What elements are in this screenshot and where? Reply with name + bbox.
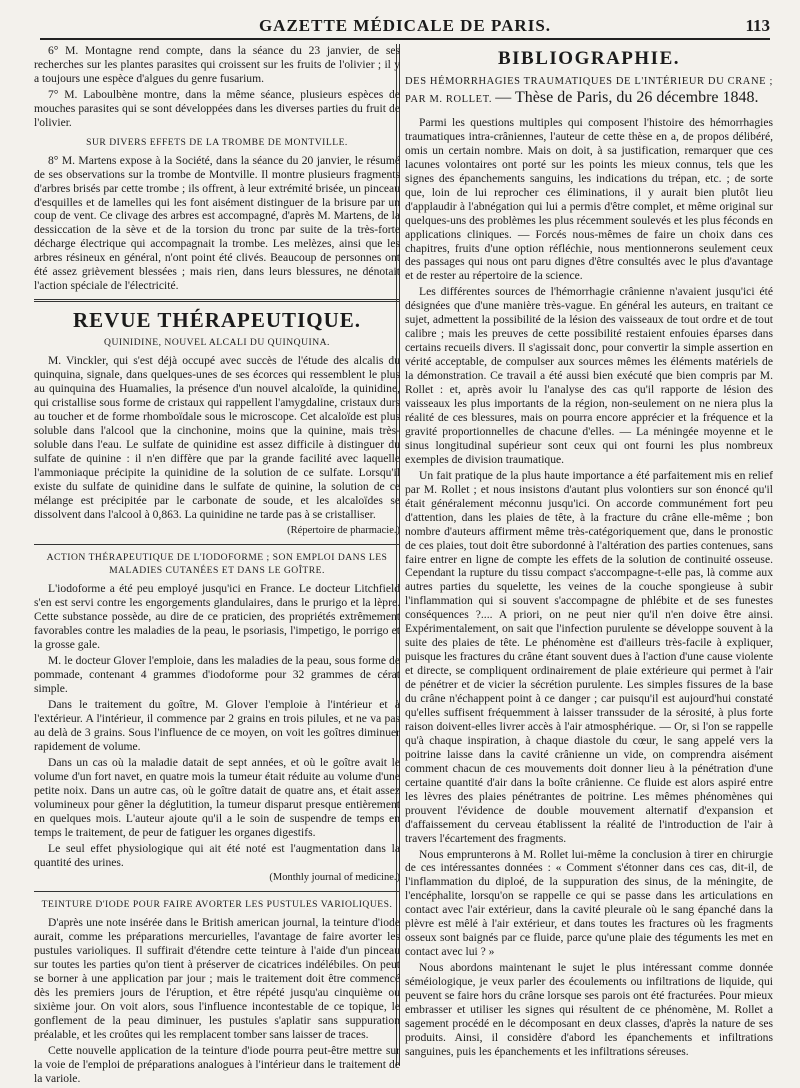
paragraph-biblio-5: Nous abordons maintenant le sujet le plus intéressant comme donnée séméiologique, je veux parler des écoulements ou infiltrations de liquide, qui peuvent se faire hors du crâne lorsque ses parois ont été fracturées. Pour mieux embrasser et utiliser les signes qui résultent de ce phénomène, M. Rollet a sagement procédé en le décomposant en deux classes, d'après la nature de ses produits. Ainsi, il considère d'abord les épanchements et infiltrations sanguines, puis les épanchements et les infiltrations séreuses. — [405, 961, 773, 1058]
paragraph-biblio-3: Un fait pratique de la plus haute importance a été parfaitement mis en relief par M. Rollet ; et nous insistons d'autant plus volontiers sur son énoncé qu'il était généralement méconnu jusqu'ici. On accorde communément fort peu d'attention, dans les plaies de tête, à la fracture du crâne elle-même ; bon nombre d'auteurs affirment même très-catégoriquement que, dans le pronostic de ces plaies, tout doit être subordonné à l'altération des parties contenues, sans faire entrer en ligne de compte les effets de la solution de continuité osseuse. Cependant la rupture du tissu compact s'accompagne-t-elle pas, là comme aux autres parties du squelette, les veines de la couche spongieuse à subir l'inflammation qui si souvent s'accompagne de phlébite et de ses funestes conséquences ?.... A priori, on ne peut nier qu'il n'en doive être ainsi. Expérimentalement, on sait que l'infection purulente se développe souvent à la suite des plaies de tête. Le phénomène est d'ailleurs très-facile à expliquer, puisque les fractures du crâne étant souvent dues à l'action d'une cause violente et directe, se compliquent ordinairement de plaie extérieure qui permet à l'air de pénétrer et de vicier la sécrétion purulente. Les simples fissures de la base du crâne n'échappent point à ce danger ; car puisqu'il est aujourd'hui constaté qu'elles suffisent fréquemment à laisser transsuder de la sérosité, à plus forte raison doivent-elles livrer accès à l'air atmosphérique. — Or, si l'on se rappelle qu'à chaque inspiration, à chaque diastole du cœur, le sang appelé vers la poitrine laisse dans la cavité crânienne un vide, on comprendra aisément comment chacun de ces mouvements doit donner lieu à la pénétration d'une certaine quantité d'air dans la boîte crânienne. Ce fluide est alors aspiré entre les lèvres des plaies pénétrantes de poitrine. Les mêmes phénomènes qui prouvent l'évidence de double mouvement alternatif d'expansion et d'affaissement du cerveau établissent la réalité de l'introduction de l'air à travers l'écartement des fragments. — [405, 468, 773, 845]
paragraph-montagne: 6° M. Montagne rend compte, dans la séance du 23 janvier, de ses recherches sur les plantes parasites qui croissent sur les fruits de l'olivier ; il y a toujours une espèce d'algues du genre fusarium. — [34, 44, 400, 85]
section-title-revue: REVUE THÉRAPEUTIQUE. — [73, 308, 361, 333]
paragraph-iode-2: Cette nouvelle application de la teinture d'iode pourra peut-être mettre sur la voie de l'emploi de préparations analogues à l'intérieur dans le traitement de la variole. — [34, 1043, 400, 1085]
section-separator — [34, 299, 400, 302]
paragraph-glover: M. le docteur Glover l'emploie, dans les maladies de la peau, sous forme de pommade, contenant 4 grammes d'iodoforme pour 32 grammes de cérat simple. — [34, 654, 400, 696]
source-monthly: (Monthly journal of medicine.) — [269, 872, 400, 884]
subheading-trombe: SUR DIVERS EFFETS DE LA TROMBE DE MONTVILLE. — [86, 136, 348, 148]
paragraph-biblio-2: Les différentes sources de l'hémorrhagie crânienne n'avaient jusqu'ici été désignées que d'une manière très-vague. En général les auteurs, en traitant ce sujet, admettent la possibilité de la lésion des vaisseaux de tout ordre et de tout calibre ; mais les preuves de cette possibilité restaient enfouies éparses dans certains recueils divers. Il s'agissait donc, pour convertir la simple assertion en vérité acceptable, de compulser aux sources mêmes les éléments matériels de la démonstration. Ce travail a été aussi bien exécuté que bien compris par M. Rollet : et, après avoir lu l'analyse des cas qu'il rapporte de lésion des vaisseaux les plus importants de la région, non-seulement on ne niera plus la réalité de ces blessures, mais on pourra encore apprécier et la fréquence et la gravité proportionnelles de chacune d'elles. — La méningée moyenne et le sinus longitudinal supérieur sont ceux qui ont fourni les plus nombreux exemples de division traumatique. — [405, 285, 773, 466]
separator — [34, 891, 400, 892]
paragraph-vinckler: M. Vinckler, qui s'est déjà occupé avec succès de l'étude des alcalis du quinquina, signale, dans quelques-unes de ses écorces qui ressemblent le plus au quinquina des Huamalies, la présence d'un nouvel alcaloïde, la quinidine, qui cristallise sous forme de cristaux qui rappellent l'amygdaline, cristaux durs au toucher et de forme rhomboïdale sous le microscope. Cet alcaloïde est plus soluble dans l'alcool que la cinchonine, moins que la quinine, mais très-soluble dans l'eau. Le sulfate de quinidine est assez difficile à distinguer du sulfate de quinine : il n'en diffère que par la grande facilité avec laquelle l'ammoniaque précipite la quinidine de la solution de ce sulfate. Lorsqu'il existe du sulfate de quinidine dans le sulfate de quinine, la solution de ce mélange est précipitée par le carbonate de soude, et les alcaloïdes se dissolvent dans l'alcool à 0,863. La quinidine ne tarde pas à se cristalliser. — [34, 354, 400, 521]
paragraph-iodoforme: L'iodoforme a été peu employé jusqu'ici en France. Le docteur Litchfield s'en est servi contre les engorgements glandulaires, dans le prurigo et la lèpre. Cette substance possède, au dire de ce praticien, des propriétés extrêmement favorables contre les maladies de la peau, le psoriasis, l'impetigo, le porrigo et la grosse gale. — [34, 582, 400, 652]
paragraph-biblio-1: Parmi les questions multiples qui composent l'histoire des hémorrhagies traumatiques intra-crâniennes, l'auteur de cette thèse en a, de propos délibéré, omis un certain nombre. Mais on doit, à sa justification, remarquer que ces lacunes volontaires ont porté sur les points les mieux connus, tels que les signes des épanchements sanguins, les indications du trépan, etc. ; de sorte que, loin de lui reprocher ces éliminations, il y aurait bien plutôt lieu d'applaudir à l'abnégation qui lui a permis d'être complet, et même original sur quelques-uns des problèmes les plus récemment soulevés et les plus féconds en applications cliniques. — Forcés nous-mêmes de faire un choix dans ces chapitres, fruits d'une option réfléchie, nous mentionnerons seulement ceux des passages qui nous ont paru dignes d'être consultés avec le plus d'avantage et de rester au répertoire de la science. — [405, 115, 774, 283]
page-header — [40, 16, 770, 40]
page-number: 113 — [745, 16, 770, 35]
left-column — [34, 44, 400, 1088]
section-title-bibliographie: BIBLIOGRAPHIE. — [497, 48, 680, 69]
subheading-iode: TEINTURE D'IODE POUR FAIRE AVORTER LES PUSTULES VARIOLIQUES. — [41, 899, 393, 911]
journal-title: GAZETTE MÉDICALE DE PARIS. — [258, 16, 552, 35]
paragraph-urines: Le seul effet physiologique qui ait été noté est l'augmentation dans la quantité des urines. — [34, 841, 400, 869]
source-pharmacie: (Répertoire de pharmacie.) — [287, 524, 400, 536]
paragraph-goitre: Dans le traitement du goître, M. Glover l'emploie à l'intérieur et à l'extérieur. A l'intérieur, il commence par 2 grains en trois pilules, et ne va pas au delà de 3 grains. Sous l'influence de ce moyen, on voit les goîtres diminuer rapidement de volume. — [34, 698, 400, 753]
paragraph-cas: Dans un cas où la maladie datait de sept années, et où le goître avait le volume d'un fort navet, en quatre mois la tumeur était réduite au volume d'une petite noix. Dans un autre cas, où le goître datait de quatre ans, et était assez volumineux pour gêner la déglutition, la tumeur disparut presque entièrement en quelques mois. L'auteur ajoute qu'il a le soin de suspendre de temps en temps le traitement, de peur de fatiguer les organes digestifs. — [34, 755, 400, 839]
right-column — [405, 44, 773, 1061]
paragraph-iode-1: D'après une note insérée dans le British american journal, la teinture d'iode aurait, comme les préparations mercurielles, l'avantage de faire avorter les pustules varioliques. Il suffirait d'étendre cette teinture à l'aide d'un pinceau sur toutes les parties qu'on tient à préserver de cicatrices indélébiles. On peut se borner à une application par jour ; mais le traitement doit être commencé dès les premiers jours de l'éruption, et être répété jusqu'au cinquième ou sixième jour. On voit alors, sous l'influence incontestable de ce topique, le gonflement de la peau diminuer, les pustules s'aplatir sans suppuration préalable, et les croûtes qui les remplacent tomber sans laisser de traces. — [34, 916, 400, 1041]
subheading-quinidine: QUINIDINE, NOUVEL ALCALI DU QUINQUINA. — [104, 337, 330, 349]
book-reference — [405, 72, 773, 108]
paragraph-biblio-4: Nous emprunterons à M. Rollet lui-même la conclusion à tirer en chirurgie de ces intéressantes données : « Comment s'étonner dans ces cas, dit-il, de l'inflammation du diploé, de la suppuration des sinus, de la méningite, de l'encéphalite, lorsqu'on se rappelle ce qui se passe dans les articulations en contact avec l'air extérieur, dans la cavité pleurale où le sang épanché dans la plèvre est mêlé à l'air extérieur, et dans toutes les fractures où les fragments osseux sont baignés par ce fluide, parce qu'une plaie des téguments les met en contact avec lui ? » — [405, 847, 773, 959]
separator — [34, 544, 400, 545]
book-details: — Thèse de Paris, du 26 décembre 1848. — [495, 88, 759, 106]
paragraph-laboulbene: 7° M. Laboulbène montre, dans la même séance, plusieurs espèces de mouches parasites qui se sont développées dans les diverses parties du fruit de l'olivier. — [34, 87, 400, 129]
subheading-iodoforme: ACTION THÉRAPEUTIQUE DE L'IODOFORME ; SON EMPLOI DANS LES MALADIES CUTANÉES ET DANS LE GOÎTRE. — [46, 551, 388, 577]
book-title: DES HÉMORRHAGIES TRAUMATIQUES DE L'INTÉRIEUR DU CRANE ; PAR M. ROLLET. — [405, 75, 773, 105]
paragraph-martens: 8° M. Martens expose à la Société, dans la séance du 20 janvier, le résumé de ses observations sur la trombe de Montville. Il montre plusieurs fragments d'arbres brisés par cette trombe ; ils offrent, à leur extrémité brisée, un pinceau d'esquilles et de lamelles qui les font aisément distinguer de la brisure par un coup de vent. Ce clivage des arbres est accompagné, d'après M. Martens, de la dessiccation de la sève et de la torsion du tronc par suite de la très-forte décharge électrique qui accompagnait la trombe. Les melèzes, ainsi que les arbres résineux en général, n'ont point été clivés. Beaucoup de personnes ont été assez grièvement blessées ; mais rien, dans leurs blessures, ne dénotait l'action spéciale de l'électricité. — [34, 153, 400, 293]
